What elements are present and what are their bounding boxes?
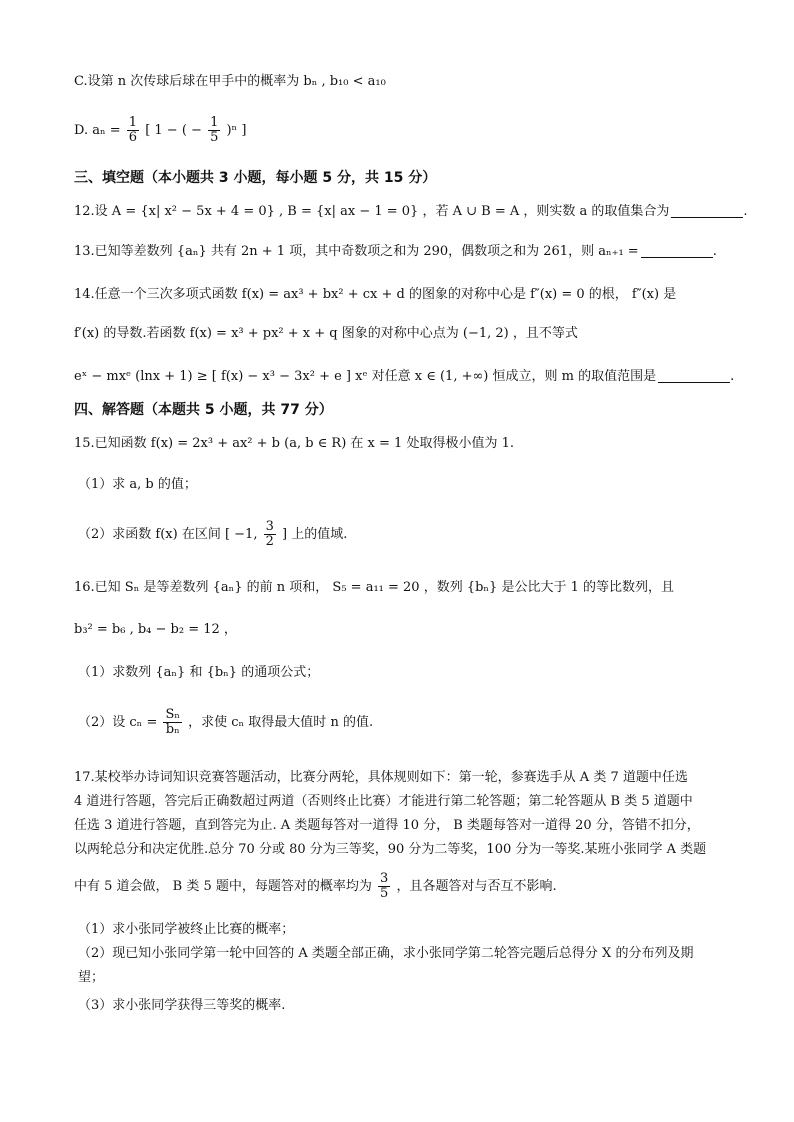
question-17-part-2-line-1: （2）现已知小张同学第一轮中回答的 A 类题全部正确，求小张同学第二轮答完题后总得分 X 的分布列及期 — [78, 946, 694, 961]
question-12 — [74, 202, 748, 222]
period: . — [712, 244, 717, 259]
question-17-line-1: 17.某校举办诗词知识竞赛答题活动，比赛分两轮，具体规则如下：第一轮，参赛选手从 A 类 7 道题中任选 — [74, 770, 688, 785]
numerator: 3 — [265, 519, 274, 534]
part-2-suffix: ，求使 cₙ 取得最大值时 n 的值. — [188, 715, 374, 730]
denominator: 5 — [210, 130, 219, 145]
denominator: 5 — [380, 886, 389, 901]
question-16-part-1: （1）求数列 {aₙ} 和 {bₙ} 的通项公式； — [78, 665, 320, 680]
question-17-line-4: 以两轮总分和决定优胜.总分 70 分或 80 分为三等奖，90 分为二等奖，100 分为一等奖.某班小张同学 A 类题 — [74, 842, 707, 857]
question-14-line-2: f′(x) 的导数.若函数 f(x) = x³ + px² + x + q 图象的对称中心点为 (−1, 2) ，且不等式 — [74, 326, 578, 341]
numerator: 1 — [128, 115, 138, 130]
section-4-heading: 四、解答题（本题共 5 小题，共 77 分） — [74, 402, 333, 418]
option-c: C.设第 n 次传球后球在甲手中的概率为 bₙ , b₁₀ < a₁₀ — [74, 74, 386, 89]
fraction-one-sixth — [127, 116, 139, 145]
section-3-heading: 三、填空题（本小题共 3 小题，每小题 5 分，共 15 分） — [74, 170, 437, 186]
numerator: 1 — [210, 115, 219, 130]
question-13 — [74, 242, 717, 262]
answer-blank — [671, 203, 743, 218]
option-d — [74, 116, 246, 145]
question-17-part-3: （3）求小张同学获得三等奖的概率. — [78, 998, 286, 1013]
question-14-line-1: 14.任意一个三次多项式函数 f(x) = ax³ + bx² + cx + d 的图象的对称中心是 f″(x) = 0 的根， f″(x) 是 — [74, 287, 677, 302]
fraction-sn-over-bn — [163, 708, 182, 737]
fraction-three-fifths — [378, 872, 390, 901]
question-17-part-2-line-2: 望； — [78, 970, 105, 985]
line-5-prefix: 中有 5 道会做， B 类 5 题中，每题答对的概率均为 — [74, 879, 372, 894]
question-17-part-1: （1）求小张同学被终止比赛的概率； — [78, 922, 295, 937]
question-16-part-2 — [78, 708, 373, 737]
question-15-part-1: （1）求 a, b 的值； — [78, 477, 197, 492]
part-2-suffix: ] 上的值域. — [282, 527, 348, 542]
part-2-prefix: （2）设 cₙ = — [78, 715, 162, 730]
question-12-text: 12.设 A = {x| x² − 5x + 4 = 0} , B = {x| ax − 1 = 0} ，若 A ∪ B = A ，则实数 a 的取值集合为 — [74, 204, 670, 219]
question-17-line-5 — [74, 872, 557, 901]
line-5-suffix: ，且各题答对与否互不影响. — [396, 879, 557, 894]
option-d-bracket-close: )ⁿ ] — [226, 123, 247, 138]
answer-blank — [641, 243, 713, 258]
part-2-prefix: （2）求函数 f(x) 在区间 [ −1, — [78, 527, 262, 542]
answer-blank — [658, 368, 730, 383]
period: . — [743, 204, 748, 219]
question-14-text: eˣ − mxᵉ (lnx + 1) ≥ [ f(x) − x³ − 3x² + e ] xᵉ 对任意 x ∈ (1, +∞) 恒成立，则 m 的取值范围是 — [74, 369, 657, 384]
denominator: bₙ — [165, 722, 180, 737]
option-d-prefix: D. aₙ = — [74, 123, 125, 138]
denominator: 2 — [265, 534, 274, 549]
numerator: Sₙ — [165, 707, 180, 722]
denominator: 6 — [128, 130, 138, 145]
option-d-bracket-open: [ 1 − ( − — [145, 123, 207, 138]
question-13-text: 13.已知等差数列 {aₙ} 共有 2n + 1 项，其中奇数项之和为 290，偶数项之和为 261，则 aₙ₊₁ = — [74, 244, 639, 259]
question-16-line-1: 16.已知 Sₙ 是等差数列 {aₙ} 的前 n 项和， S₅ = a₁₁ = 20 ，数列 {bₙ} 是公比大于 1 的等比数列，且 — [74, 580, 674, 595]
question-17-line-3: 任选 3 道进行答题，直到答完为止. A 类题每答对一道得 10 分， B 类题每答对一道得 20 分，答错不扣分， — [74, 818, 700, 833]
question-16-line-2: b₃² = b₆ , b₄ − b₂ = 12 ， — [74, 622, 237, 637]
period: . — [730, 369, 735, 384]
question-17-line-2: 4 道进行答题，答完后正确数超过两道（否则终止比赛）才能进行第二轮答题；第二轮答题从 B 类 5 道题中 — [74, 794, 693, 809]
fraction-three-halves — [264, 520, 276, 549]
fraction-one-fifth — [208, 116, 220, 145]
question-15: 15.已知函数 f(x) = 2x³ + ax² + b (a, b ∈ R) 在 x = 1 处取得极小值为 1. — [74, 436, 514, 451]
question-15-part-2 — [78, 520, 347, 549]
numerator: 3 — [380, 871, 389, 886]
question-14-line-3 — [74, 367, 734, 387]
